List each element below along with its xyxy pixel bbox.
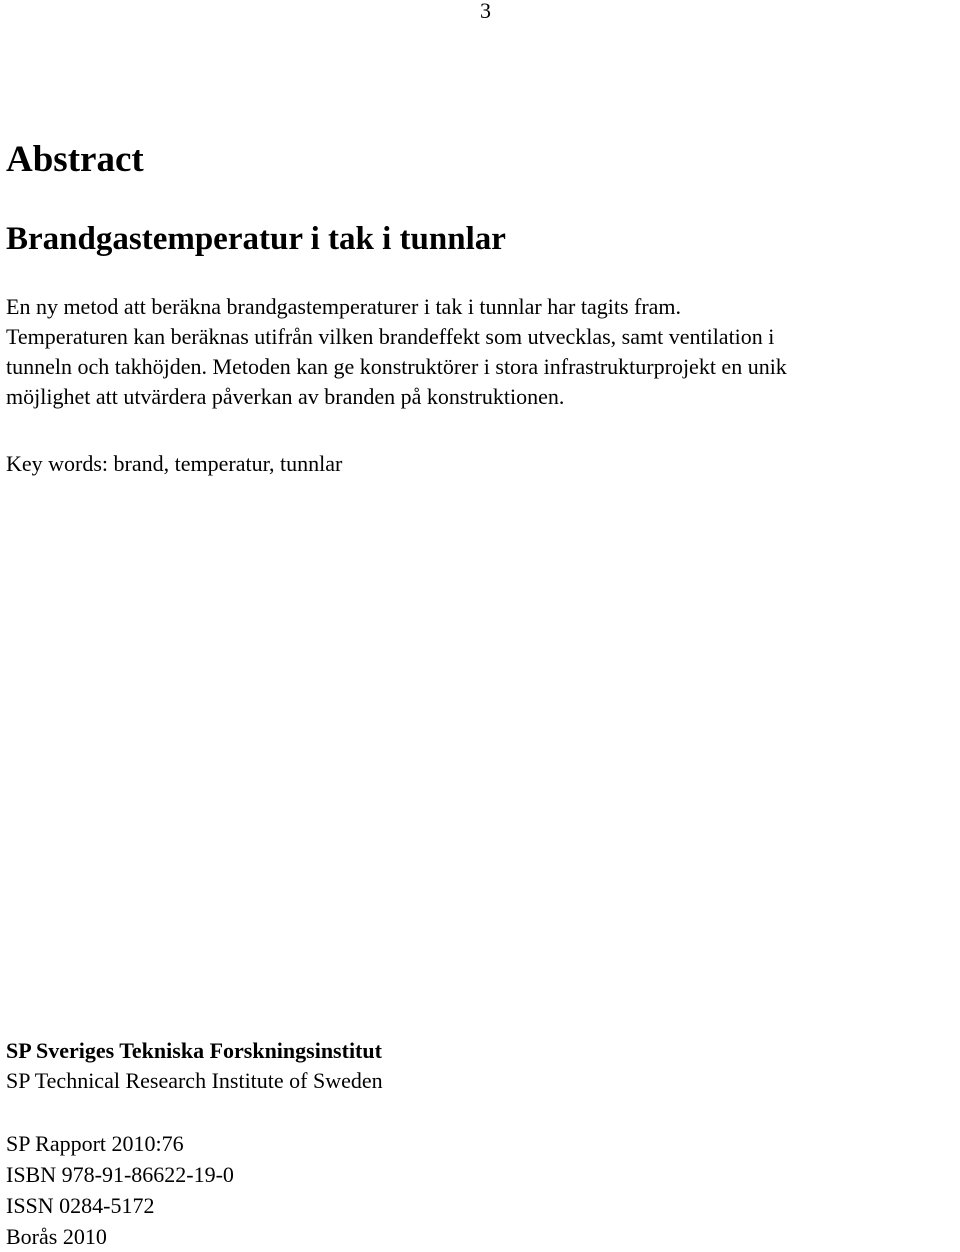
document-title: Brandgastemperatur i tak i tunnlar	[6, 221, 506, 257]
abstract-line: Temperaturen kan beräknas utifrån vilken brandeffekt som utvecklas, samt ventilation i	[6, 324, 775, 349]
institute-name-swedish: SP Sveriges Tekniska Forskningsinstitut	[6, 1038, 382, 1063]
abstract-paragraph	[6, 292, 960, 412]
keywords: Key words: brand, temperatur, tunnlar	[6, 451, 343, 476]
abstract-line: möjlighet att utvärdera påverkan av branden på konstruktionen.	[6, 384, 565, 409]
abstract-line: tunneln och takhöjden. Metoden kan ge konstruktörer i stora infrastrukturprojekt en unik	[6, 354, 787, 379]
report-number: SP Rapport 2010:76	[6, 1131, 184, 1156]
isbn: ISBN 978-91-86622-19-0	[6, 1162, 234, 1187]
institute-name-english: SP Technical Research Institute of Sweden	[6, 1068, 383, 1093]
place-year: Borås 2010	[6, 1224, 107, 1249]
issn: ISSN 0284-5172	[6, 1193, 155, 1218]
page-number: 3	[480, 0, 491, 23]
abstract-line: En ny metod att beräkna brandgastemperaturer i tak i tunnlar har tagits fram.	[6, 294, 682, 319]
abstract-heading: Abstract	[6, 139, 144, 180]
report-info	[6, 1128, 234, 1252]
institute-block	[6, 1036, 383, 1096]
